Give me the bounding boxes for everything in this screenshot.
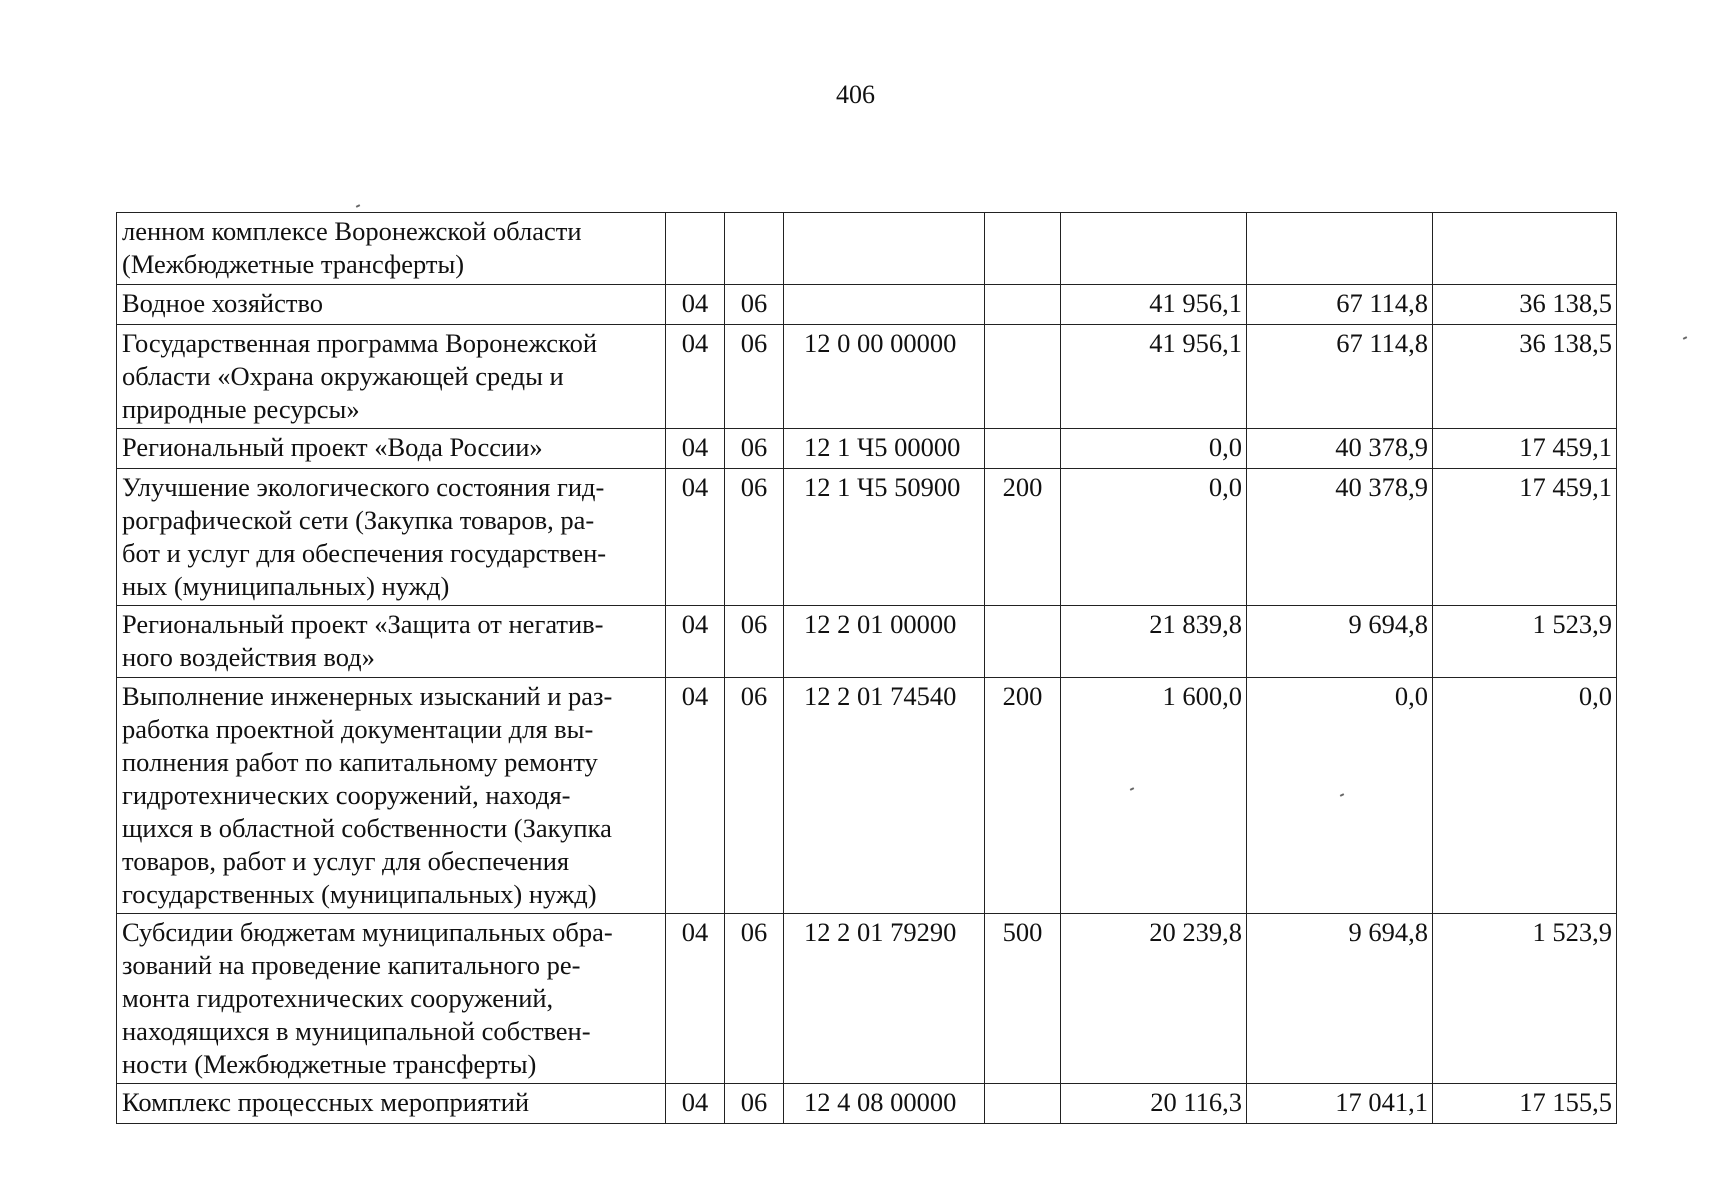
scan-speck bbox=[1683, 336, 1687, 340]
amount-year-2: 0,0 bbox=[1247, 678, 1433, 914]
expense-type-code bbox=[985, 1084, 1061, 1124]
amount-year-2: 40 378,9 bbox=[1247, 429, 1433, 469]
target-article-code: 12 4 08 00000 bbox=[784, 1084, 985, 1124]
amount-year-1: 21 839,8 bbox=[1061, 606, 1247, 678]
amount-year-3: 0,0 bbox=[1433, 678, 1617, 914]
section-code: 04 bbox=[666, 606, 725, 678]
section-code: 04 bbox=[666, 469, 725, 606]
row-name: Улучшение экологического состояния гид- рографической сети (Закупка товаров, ра- бот и услуг для обеспечения государствен- ных (муниципальных) нужд) bbox=[117, 469, 666, 606]
section-code: 04 bbox=[666, 325, 725, 429]
expense-type-code bbox=[985, 213, 1061, 285]
expense-type-code bbox=[985, 606, 1061, 678]
amount-year-2: 9 694,8 bbox=[1247, 606, 1433, 678]
section-code bbox=[666, 213, 725, 285]
subsection-code: 06 bbox=[725, 285, 784, 325]
row-name: Региональный проект «Вода России» bbox=[117, 429, 666, 469]
table-row bbox=[117, 285, 1617, 325]
subsection-code: 06 bbox=[725, 1084, 784, 1124]
amount-year-1: 41 956,1 bbox=[1061, 325, 1247, 429]
budget-table bbox=[116, 212, 1617, 1124]
amount-year-2: 40 378,9 bbox=[1247, 469, 1433, 606]
amount-year-2: 9 694,8 bbox=[1247, 914, 1433, 1084]
amount-year-1 bbox=[1061, 213, 1247, 285]
amount-year-3: 17 155,5 bbox=[1433, 1084, 1617, 1124]
amount-year-3: 36 138,5 bbox=[1433, 325, 1617, 429]
target-article-code bbox=[784, 285, 985, 325]
amount-year-1: 0,0 bbox=[1061, 469, 1247, 606]
target-article-code: 12 1 Ч5 50900 bbox=[784, 469, 985, 606]
table-row bbox=[117, 469, 1617, 606]
amount-year-3 bbox=[1433, 213, 1617, 285]
table-row bbox=[117, 678, 1617, 914]
expense-type-code bbox=[985, 285, 1061, 325]
subsection-code: 06 bbox=[725, 429, 784, 469]
subsection-code: 06 bbox=[725, 325, 784, 429]
amount-year-1: 20 239,8 bbox=[1061, 914, 1247, 1084]
table-row bbox=[117, 1084, 1617, 1124]
amount-year-2: 17 041,1 bbox=[1247, 1084, 1433, 1124]
page-number: 406 bbox=[836, 80, 875, 109]
amount-year-1: 41 956,1 bbox=[1061, 285, 1247, 325]
amount-year-3: 17 459,1 bbox=[1433, 429, 1617, 469]
amount-year-3: 36 138,5 bbox=[1433, 285, 1617, 325]
amount-year-3: 17 459,1 bbox=[1433, 469, 1617, 606]
target-article-code: 12 0 00 00000 bbox=[784, 325, 985, 429]
amount-year-3: 1 523,9 bbox=[1433, 606, 1617, 678]
expense-type-code: 200 bbox=[985, 678, 1061, 914]
amount-year-2: 67 114,8 bbox=[1247, 325, 1433, 429]
subsection-code: 06 bbox=[725, 914, 784, 1084]
section-code: 04 bbox=[666, 678, 725, 914]
target-article-code: 12 1 Ч5 00000 bbox=[784, 429, 985, 469]
section-code: 04 bbox=[666, 914, 725, 1084]
table-row bbox=[117, 606, 1617, 678]
target-article-code: 12 2 01 00000 bbox=[784, 606, 985, 678]
amount-year-1: 1 600,0 bbox=[1061, 678, 1247, 914]
table-row bbox=[117, 914, 1617, 1084]
amount-year-1: 20 116,3 bbox=[1061, 1084, 1247, 1124]
amount-year-2 bbox=[1247, 213, 1433, 285]
target-article-code: 12 2 01 79290 bbox=[784, 914, 985, 1084]
row-name: ленном комплексе Воронежской области (Межбюджетные трансферты) bbox=[117, 213, 666, 285]
section-code: 04 bbox=[666, 429, 725, 469]
subsection-code: 06 bbox=[725, 606, 784, 678]
expense-type-code bbox=[985, 325, 1061, 429]
section-code: 04 bbox=[666, 1084, 725, 1124]
amount-year-3: 1 523,9 bbox=[1433, 914, 1617, 1084]
expense-type-code bbox=[985, 429, 1061, 469]
target-article-code: 12 2 01 74540 bbox=[784, 678, 985, 914]
amount-year-2: 67 114,8 bbox=[1247, 285, 1433, 325]
target-article-code bbox=[784, 213, 985, 285]
expense-type-code: 500 bbox=[985, 914, 1061, 1084]
row-name: Водное хозяйство bbox=[117, 285, 666, 325]
row-name: Выполнение инженерных изысканий и раз- работка проектной документации для вы- полнения работ по капитальному ремонту гидротехнических сооружений, находя- щихся в областной собственности (Закупка товаров, работ и услуг для обеспечения государственных (муниципальных) нужд) bbox=[117, 678, 666, 914]
table-row bbox=[117, 429, 1617, 469]
row-name: Государственная программа Воронежской области «Охрана окружающей среды и природные ресурсы» bbox=[117, 325, 666, 429]
expense-type-code: 200 bbox=[985, 469, 1061, 606]
section-code: 04 bbox=[666, 285, 725, 325]
table-row bbox=[117, 213, 1617, 285]
subsection-code bbox=[725, 213, 784, 285]
subsection-code: 06 bbox=[725, 469, 784, 606]
scan-speck bbox=[356, 204, 360, 208]
amount-year-1: 0,0 bbox=[1061, 429, 1247, 469]
table-row bbox=[117, 325, 1617, 429]
row-name: Субсидии бюджетам муниципальных обра- зований на проведение капитального ре- монта гидротехнических сооружений, находящихся в муниципальной собствен- ности (Межбюджетные трансферты) bbox=[117, 914, 666, 1084]
row-name: Региональный проект «Защита от негатив- ного воздействия вод» bbox=[117, 606, 666, 678]
subsection-code: 06 bbox=[725, 678, 784, 914]
row-name: Комплекс процессных мероприятий bbox=[117, 1084, 666, 1124]
